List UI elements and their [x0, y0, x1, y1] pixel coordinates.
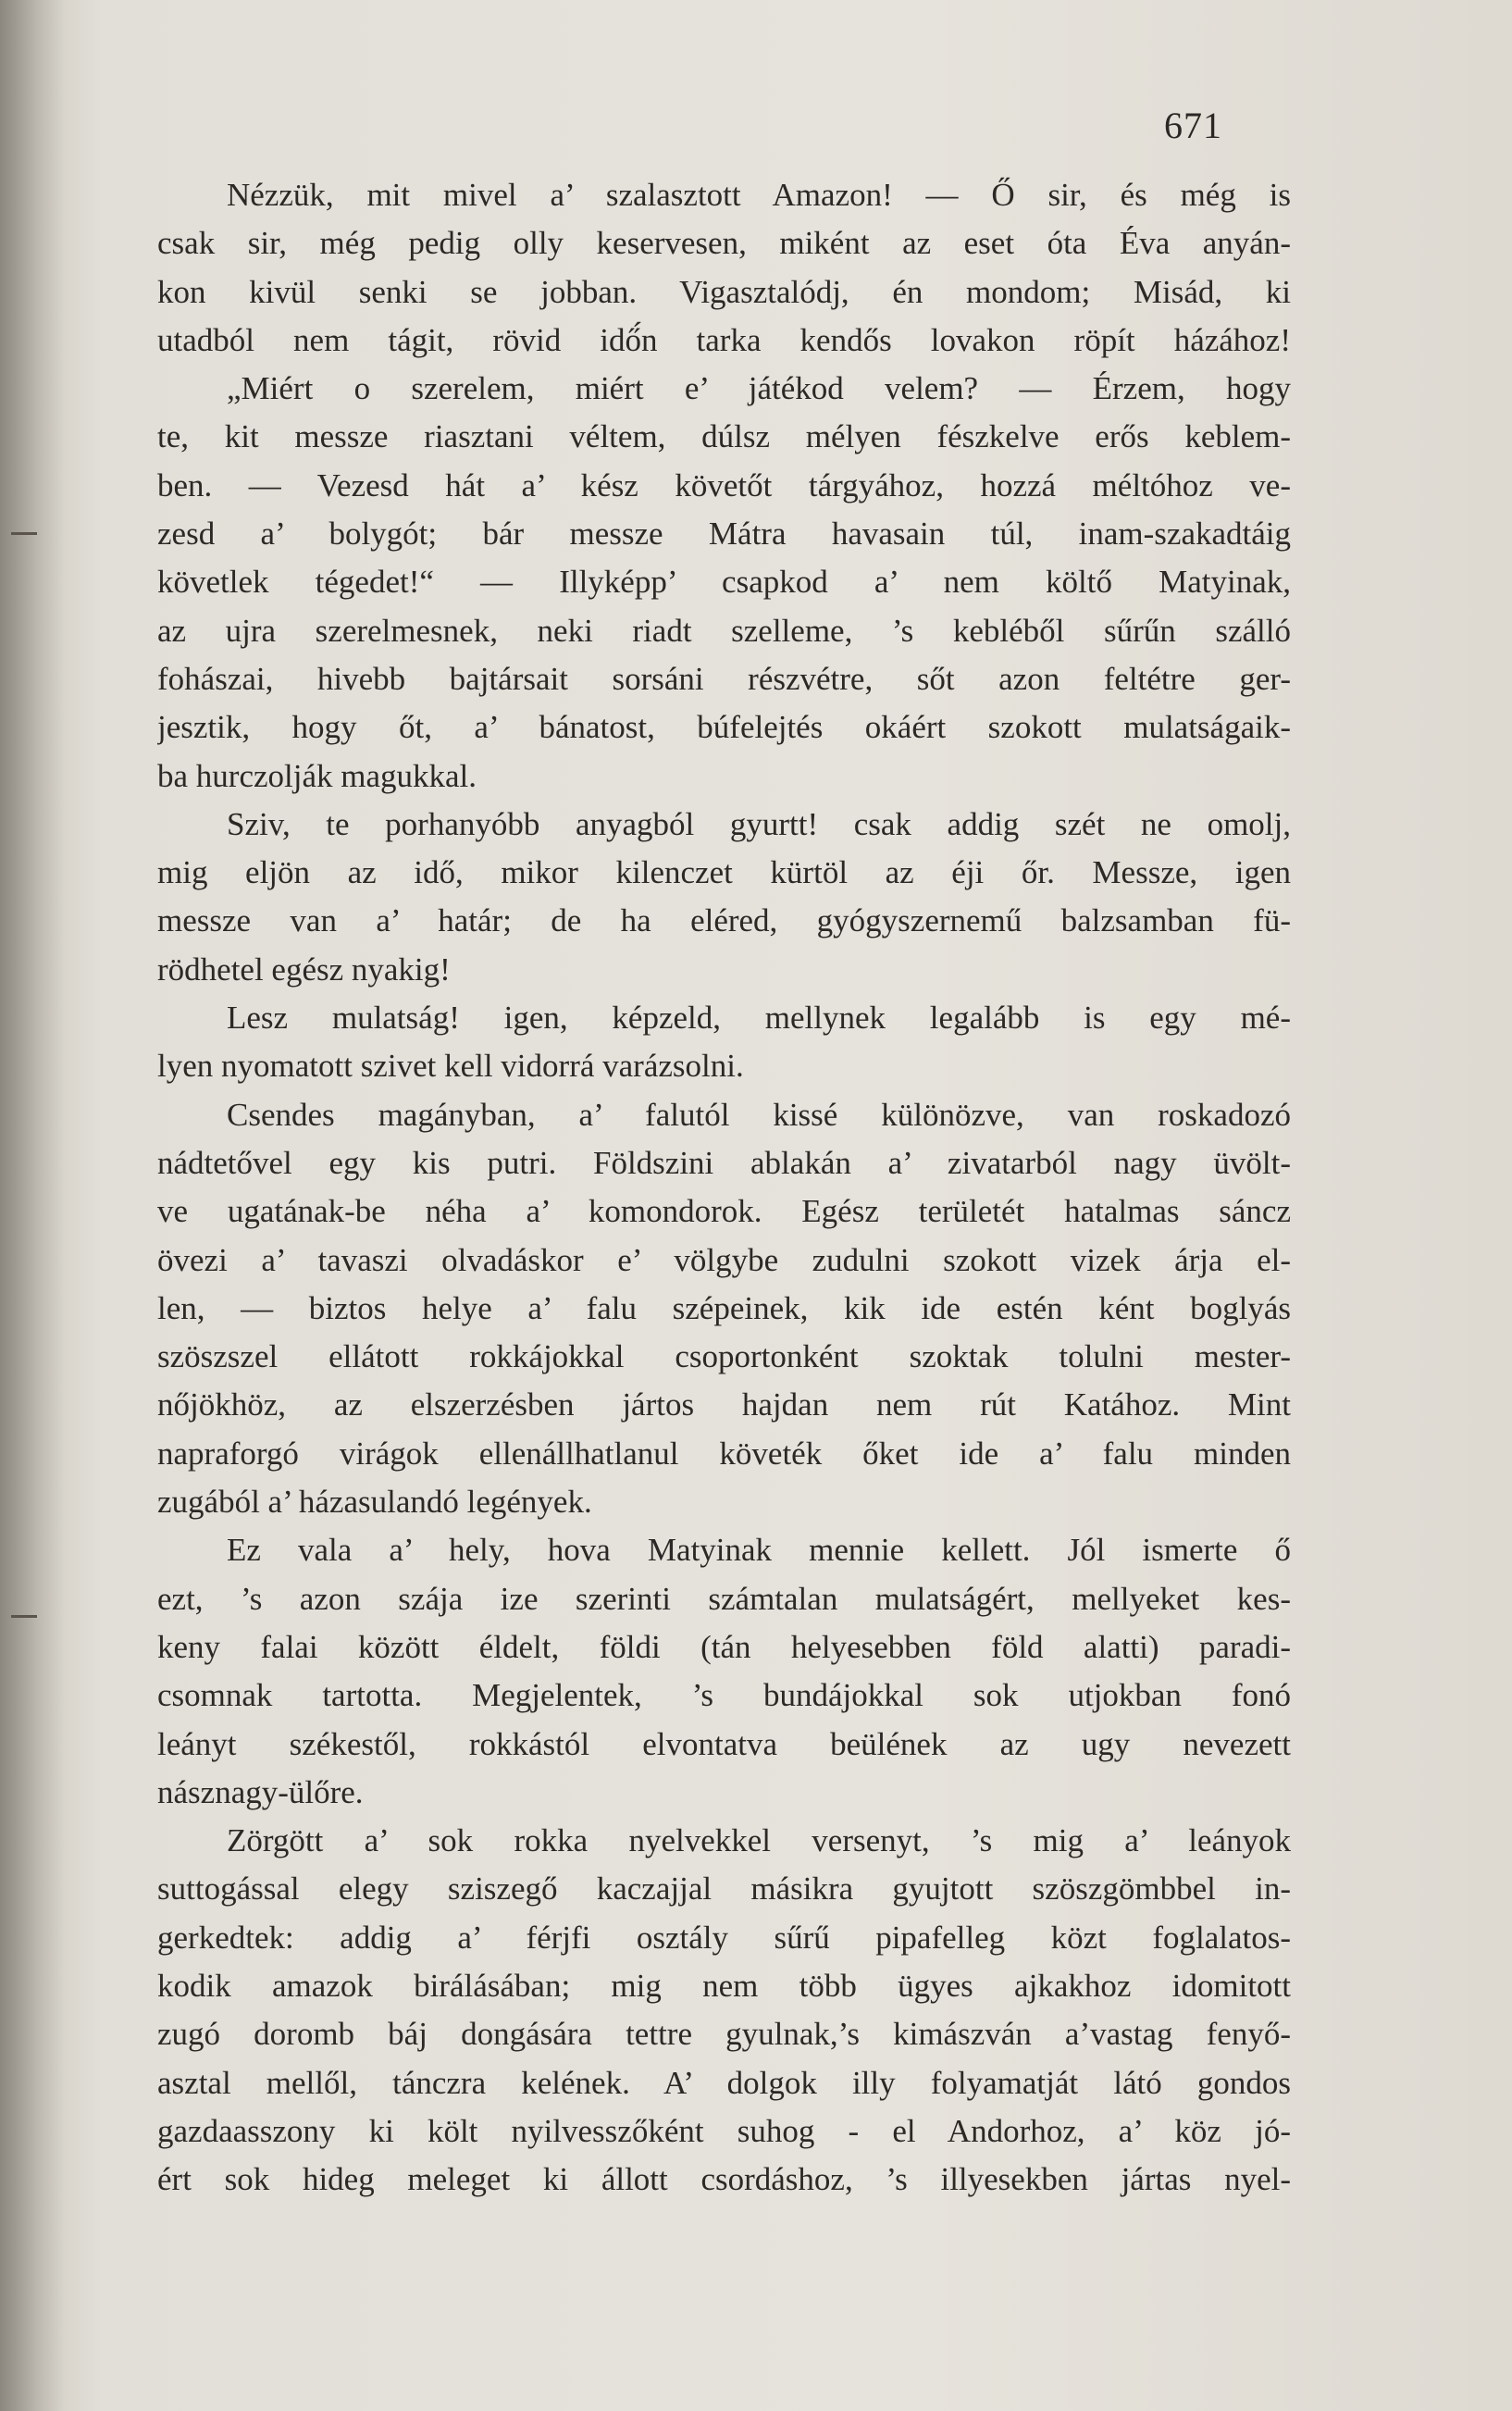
text-line: ért sok hideg meleget ki állott csordáshoz, ’s illyesekben jártas nyel-: [157, 2161, 1291, 2198]
text-line: len, — biztos helye a’ falu szépeinek, kik ide estén ként boglyás: [157, 1289, 1291, 1326]
text-line: Nézzük, mit mivel a’ szalasztott Amazon! — Ő sir, és még is: [227, 177, 1291, 213]
text-line: Lesz mulatság! igen, képzeld, mellynek legalább is egy mé-: [227, 1000, 1291, 1037]
text-line: követlek tégedet!“ — Illyképp’ csapkod a’ nem költő Matyinak,: [157, 564, 1291, 601]
text-line: napraforgó virágok ellenállhatlanul követék őket ide a’ falu minden: [157, 1435, 1291, 1472]
text-line: szöszszel ellátott rokkájokkal csoportonként szoktak tolulni mester-: [157, 1338, 1291, 1375]
text-line: zugából a’ házasulandó legények.: [157, 1484, 592, 1521]
text-line: „Miért o szerelem, miért e’ játékod velem? — Érzem, hogy: [227, 370, 1291, 407]
text-line: gerkedtek: addig a’ férjfi osztály sűrű pipafelleg közt foglalatos-: [157, 1919, 1291, 1956]
text-line: nőjökhöz, az elszerzésben jártos hajdan nem rút Katához. Mint: [157, 1386, 1291, 1423]
text-line: ben. — Vezesd hát a’ kész követőt tárgyához, hozzá méltóhoz ve-: [157, 466, 1291, 503]
margin-mark: [11, 1615, 37, 1618]
body-text: [157, 171, 1291, 2204]
text-line: ba hurczolják magukkal.: [157, 757, 477, 794]
text-line: kon kivül senki se jobban. Vigasztalódj, én mondom; Misád, ki: [157, 273, 1291, 310]
text-line: zesd a’ bolygót; bár messze Mátra havasain túl, inam-szakadtáig: [157, 516, 1291, 553]
text-line: csak sir, még pedig olly keservesen, miként az eset óta Éva anyán-: [157, 225, 1291, 262]
text-line: asztal mellől, tánczra kelének. A’ dolgok illy folyamatját látó gondos: [157, 2064, 1291, 2101]
text-line: gazdaasszony ki költ nyilvesszőként suhog - el Andorhoz, a’ köz jó-: [157, 2112, 1291, 2149]
text-line: rödhetel egész nyakig!: [157, 951, 451, 988]
text-line: kodik amazok birálásában; mig nem több ügyes ajkakhoz idomitott: [157, 1967, 1291, 2004]
margin-mark: [11, 532, 37, 535]
text-line: ve ugatának-be néha a’ komondorok. Egész területét hatalmas sáncz: [157, 1193, 1291, 1230]
text-line: te, kit messze riasztani véltem, dúlsz mélyen fészkelve erős keblem-: [157, 418, 1291, 455]
text-line: fohászai, hivebb bajtársait sorsáni részvétre, sőt azon feltétre ger-: [157, 660, 1291, 697]
text-line: Csendes magányban, a’ falutól kissé különözve, van roskadozó: [227, 1096, 1291, 1133]
text-line: Zörgött a’ sok rokka nyelvekkel versenyt, ’s mig a’ leányok: [227, 1822, 1291, 1859]
text-line: Ez vala a’ hely, hova Matyinak mennie kellett. Jól ismerte ő: [227, 1532, 1291, 1569]
text-line: lyen nyomatott szivet kell vidorrá varázsolni.: [157, 1048, 744, 1085]
text-line: jesztik, hogy őt, a’ bánatost, búfelejtés okáért szokott mulatságaik-: [157, 709, 1291, 746]
page-number: 671: [1164, 105, 1222, 146]
text-line: suttogással elegy sziszegő kaczajjal másikra gyujtott szöszgömbbel in-: [157, 1870, 1291, 1908]
text-line: övezi a’ tavaszi olvadáskor e’ völgybe zudulni szokott vizek árja el-: [157, 1241, 1291, 1278]
text-line: ezt, ’s azon szája ize szerinti számtalan mulatságért, mellyeket kes-: [157, 1580, 1291, 1617]
text-line: utadból nem tágit, rövid idő́n tarka kendős lovakon röpít házához!: [157, 321, 1291, 358]
text-line: mig eljön az idő, mikor kilenczet kürtöl az éji őr. Messze, igen: [157, 854, 1291, 891]
text-line: az ujra szerelmesnek, neki riadt szelleme, ’s kebléből sűrűn szálló: [157, 612, 1291, 649]
text-line: zugó doromb báj dongására tettre gyulnak,’s kimászván a’vastag fenyő-: [157, 2016, 1291, 2053]
text-line: messze van a’ határ; de ha eléred, gyógyszernemű balzsamban fü-: [157, 902, 1291, 939]
gutter-shadow: [0, 0, 65, 2411]
text-line: csomnak tartotta. Megjelentek, ’s bundájokkal sok utjokban fonó: [157, 1677, 1291, 1714]
text-line: leányt székestől, rokkástól elvontatva beülének az ugy nevezett: [157, 1725, 1291, 1762]
text-line: keny falai között éldelt, földi (tán helyesebben föld alatti) paradi-: [157, 1628, 1291, 1665]
text-line: nádtetővel egy kis putri. Földszini ablakán a’ zivatarból nagy üvölt-: [157, 1144, 1291, 1181]
text-line: násznagy-ülőre.: [157, 1773, 364, 1810]
text-line: Sziv, te porhanyóbb anyagból gyurtt! csak addig szét ne omolj,: [227, 805, 1291, 842]
